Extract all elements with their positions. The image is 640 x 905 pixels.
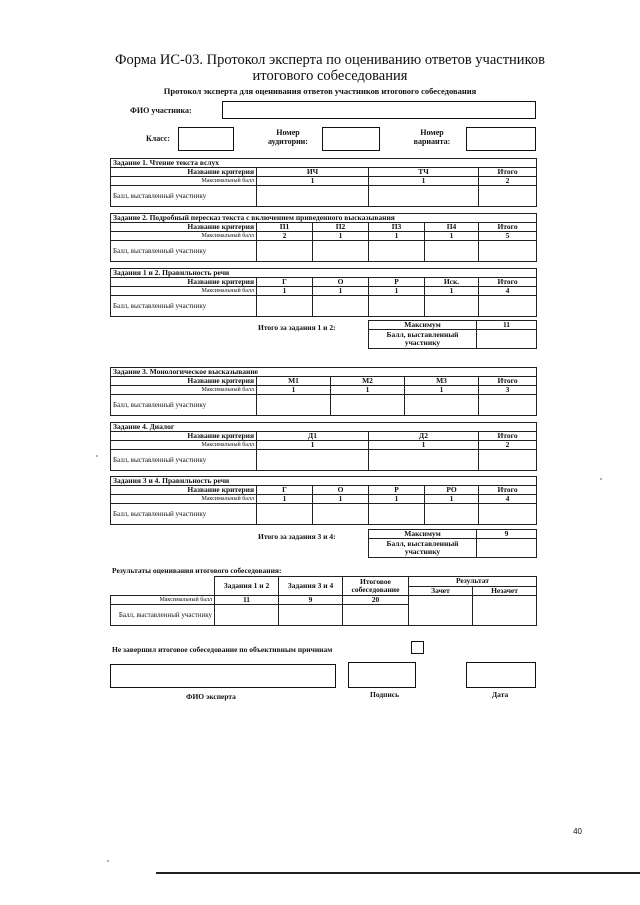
variant-field[interactable] (466, 127, 536, 151)
task34-table (110, 476, 537, 525)
task3-criterion-total: Итого (479, 377, 537, 386)
task2-criterion: П2 (313, 223, 369, 232)
class-field[interactable] (178, 127, 234, 151)
task2-score-label: Балл, выставленный участнику (111, 241, 257, 262)
task12-criterion: Р (369, 278, 425, 287)
task2-criterion: П1 (257, 223, 313, 232)
results-max: 20 (343, 596, 409, 605)
results-score-cell[interactable] (215, 605, 279, 626)
task3-score-cell[interactable] (405, 395, 479, 416)
results-pass-cell[interactable] (409, 596, 473, 626)
title-line-1: Форма ИС-03. Протокол эксперта по оцениванию ответов участников (115, 52, 545, 68)
task34-score-label: Балл, выставленный участнику (111, 504, 257, 525)
variant-label-line-1: Номер (420, 128, 444, 137)
results-score-cell[interactable] (279, 605, 343, 626)
room-label-line-2: аудитории: (268, 137, 308, 146)
class-label: Класс: (146, 134, 171, 143)
results-corner (111, 577, 215, 596)
results-score-label: Балл, выставленный участнику (111, 605, 215, 626)
task34-score-cell[interactable] (369, 504, 425, 525)
task3-max-total: 3 (479, 386, 537, 395)
task4-max: 1 (257, 441, 369, 450)
task12-title: Задания 1 и 2. Правильность речи (111, 269, 537, 278)
task12-score-cell[interactable] (369, 296, 425, 317)
task1-criterion: ТЧ (369, 168, 479, 177)
task34-criterion: Р (369, 486, 425, 495)
date-label: Дата (492, 690, 509, 699)
title-line-2: итогового собеседования (252, 68, 408, 84)
room-label (258, 128, 318, 146)
results-col-fail: Незачет (473, 586, 537, 596)
task12-max: 1 (425, 287, 479, 296)
task2-title: Задание 2. Подробный пересказ текста с включением приведенного высказывания (111, 214, 537, 223)
expert-fio-label: ФИО эксперта (186, 692, 236, 701)
task1-criterion-total: Итого (479, 168, 537, 177)
task34-max: 1 (257, 495, 313, 504)
task34-score-cell[interactable] (425, 504, 479, 525)
task2-criterion: П4 (425, 223, 479, 232)
total34-score-label: Балл, выставленный участнику (369, 539, 477, 558)
total34-max-value: 9 (477, 530, 537, 539)
task34-score-cell[interactable] (257, 504, 313, 525)
task2-score-cell[interactable] (313, 241, 369, 262)
task3-max: 1 (331, 386, 405, 395)
task34-score-cell[interactable] (313, 504, 369, 525)
task3-max: 1 (405, 386, 479, 395)
total12-score-label: Балл, выставленный участнику (369, 330, 477, 349)
variant-label-line-2: варианта: (413, 137, 451, 146)
total12-score-cell[interactable] (477, 330, 537, 349)
total34-max-label: Максимум (369, 530, 477, 539)
task34-max-total: 4 (479, 495, 537, 504)
task3-table (110, 367, 537, 416)
task2-table (110, 213, 537, 262)
task1-title: Задание 1. Чтение текста вслух (111, 159, 537, 168)
task2-criterion-total: Итого (479, 223, 537, 232)
task4-criterion: Д1 (257, 432, 369, 441)
task2-max: 1 (313, 232, 369, 241)
task1-max: 1 (257, 177, 369, 186)
results-fail-cell[interactable] (473, 596, 537, 626)
expert-fio-field[interactable] (110, 664, 336, 688)
total34-table (368, 529, 537, 558)
task12-max: 1 (257, 287, 313, 296)
task12-criterion-label: Название критерия (111, 278, 257, 287)
task3-criterion-label: Название критерия (111, 377, 257, 386)
task12-score-cell[interactable] (313, 296, 369, 317)
total34-label: Итого за задания 3 и 4: (258, 532, 336, 541)
room-label-line-1: Номер (276, 128, 300, 137)
protocol-subtitle: Протокол эксперта для оценивания ответов участников итогового собеседования (163, 86, 477, 96)
task1-score-cell[interactable] (369, 186, 479, 207)
task12-criterion-total: Итого (479, 278, 537, 287)
task1-max-label: Максимальный балл (111, 177, 257, 186)
scan-speck (107, 860, 109, 862)
task3-score-cell[interactable] (331, 395, 405, 416)
task12-max: 1 (313, 287, 369, 296)
total12-table (368, 320, 537, 349)
task2-max: 2 (257, 232, 313, 241)
task4-max: 1 (369, 441, 479, 450)
task3-score-total-cell[interactable] (479, 395, 537, 416)
task1-score-label: Балл, выставленный участнику (111, 186, 257, 207)
task1-score-total-cell[interactable] (479, 186, 537, 207)
results-col-tasks34: Задания 3 и 4 (279, 577, 343, 596)
task3-max: 1 (257, 386, 331, 395)
task12-score-cell[interactable] (425, 296, 479, 317)
task3-score-cell[interactable] (257, 395, 331, 416)
scan-speck (600, 478, 602, 480)
task4-max-total: 2 (479, 441, 537, 450)
task4-score-cell[interactable] (369, 450, 479, 471)
results-col-pass: Зачет (409, 586, 473, 596)
task2-criterion: П3 (369, 223, 425, 232)
task4-table (110, 422, 537, 471)
task2-max: 1 (425, 232, 479, 241)
task34-max-label: Максимальный балл (111, 495, 257, 504)
task34-max: 1 (425, 495, 479, 504)
task1-criterion-label: Название критерия (111, 168, 257, 177)
task12-criterion: Г (257, 278, 313, 287)
task1-score-cell[interactable] (257, 186, 369, 207)
date-field[interactable] (466, 662, 536, 688)
task2-max-total: 5 (479, 232, 537, 241)
task12-max-total: 4 (479, 287, 537, 296)
signature-label: Подпись (370, 690, 400, 699)
results-max-label: Максимальный балл (111, 596, 215, 605)
task12-criterion: О (313, 278, 369, 287)
task34-criterion: Г (257, 486, 313, 495)
page-number: 40 (573, 827, 582, 836)
task34-title: Задания 3 и 4. Правильность речи (111, 477, 537, 486)
task4-score-total-cell[interactable] (479, 450, 537, 471)
task3-criterion: М3 (405, 377, 479, 386)
task4-title: Задание 4. Диалог (111, 423, 537, 432)
task4-criterion-total: Итого (479, 432, 537, 441)
task4-max-label: Максимальный балл (111, 441, 257, 450)
task3-title: Задание 3. Монологическое высказывание (111, 368, 537, 377)
task34-max: 1 (369, 495, 425, 504)
task2-max: 1 (369, 232, 425, 241)
results-score-cell[interactable] (343, 605, 409, 626)
task1-criterion: ИЧ (257, 168, 369, 177)
task34-criterion: О (313, 486, 369, 495)
total12-max-value: 11 (477, 321, 537, 330)
task3-criterion: М1 (257, 377, 331, 386)
task34-criterion-label: Название критерия (111, 486, 257, 495)
results-col-result: Результат (409, 577, 537, 587)
task12-score-cell[interactable] (257, 296, 313, 317)
results-col-tasks12: Задания 1 и 2 (215, 577, 279, 596)
task2-max-label: Максимальный балл (111, 232, 257, 241)
task1-max: 1 (369, 177, 479, 186)
task12-score-label: Балл, выставленный участнику (111, 296, 257, 317)
not-finished-checkbox[interactable] (411, 641, 424, 654)
total12-label: Итого за задания 1 и 2: (258, 323, 336, 332)
signature-field[interactable] (348, 662, 416, 688)
results-max: 11 (215, 596, 279, 605)
task12-score-total-cell[interactable] (479, 296, 537, 317)
task1-max-total: 2 (479, 177, 537, 186)
task3-criterion: М2 (331, 377, 405, 386)
task3-score-label: Балл, выставленный участнику (111, 395, 257, 416)
room-field[interactable] (322, 127, 380, 151)
not-finished-label: Не завершил итоговое собеседование по объективным причинам (112, 645, 333, 654)
task4-criterion-label: Название критерия (111, 432, 257, 441)
task34-criterion-total: Итого (479, 486, 537, 495)
participant-fio-label: ФИО участника: (130, 106, 192, 115)
participant-fio-field[interactable] (222, 101, 536, 119)
variant-label (402, 128, 462, 146)
task34-max: 1 (313, 495, 369, 504)
task2-score-total-cell[interactable] (479, 241, 537, 262)
task12-max: 1 (369, 287, 425, 296)
total12-max-label: Максимум (369, 321, 477, 330)
task12-max-label: Максимальный балл (111, 287, 257, 296)
results-table (110, 576, 537, 626)
task2-criterion-label: Название критерия (111, 223, 257, 232)
task34-criterion: РО (425, 486, 479, 495)
task2-score-cell[interactable] (425, 241, 479, 262)
task2-score-cell[interactable] (369, 241, 425, 262)
task3-max-label: Максимальный балл (111, 386, 257, 395)
results-col-final: Итоговое собеседование (343, 577, 409, 596)
task34-score-total-cell[interactable] (479, 504, 537, 525)
task4-score-label: Балл, выставленный участнику (111, 450, 257, 471)
page-bottom-rule (156, 872, 640, 874)
results-max: 9 (279, 596, 343, 605)
results-title: Результаты оценивания итогового собеседования: (112, 566, 282, 575)
scan-speck (96, 455, 98, 457)
task1-table (110, 158, 537, 207)
task12-table (110, 268, 537, 317)
task12-criterion: Иск. (425, 278, 479, 287)
document-title (90, 52, 570, 84)
task4-score-cell[interactable] (257, 450, 369, 471)
task2-score-cell[interactable] (257, 241, 313, 262)
task4-criterion: Д2 (369, 432, 479, 441)
total34-score-cell[interactable] (477, 539, 537, 558)
